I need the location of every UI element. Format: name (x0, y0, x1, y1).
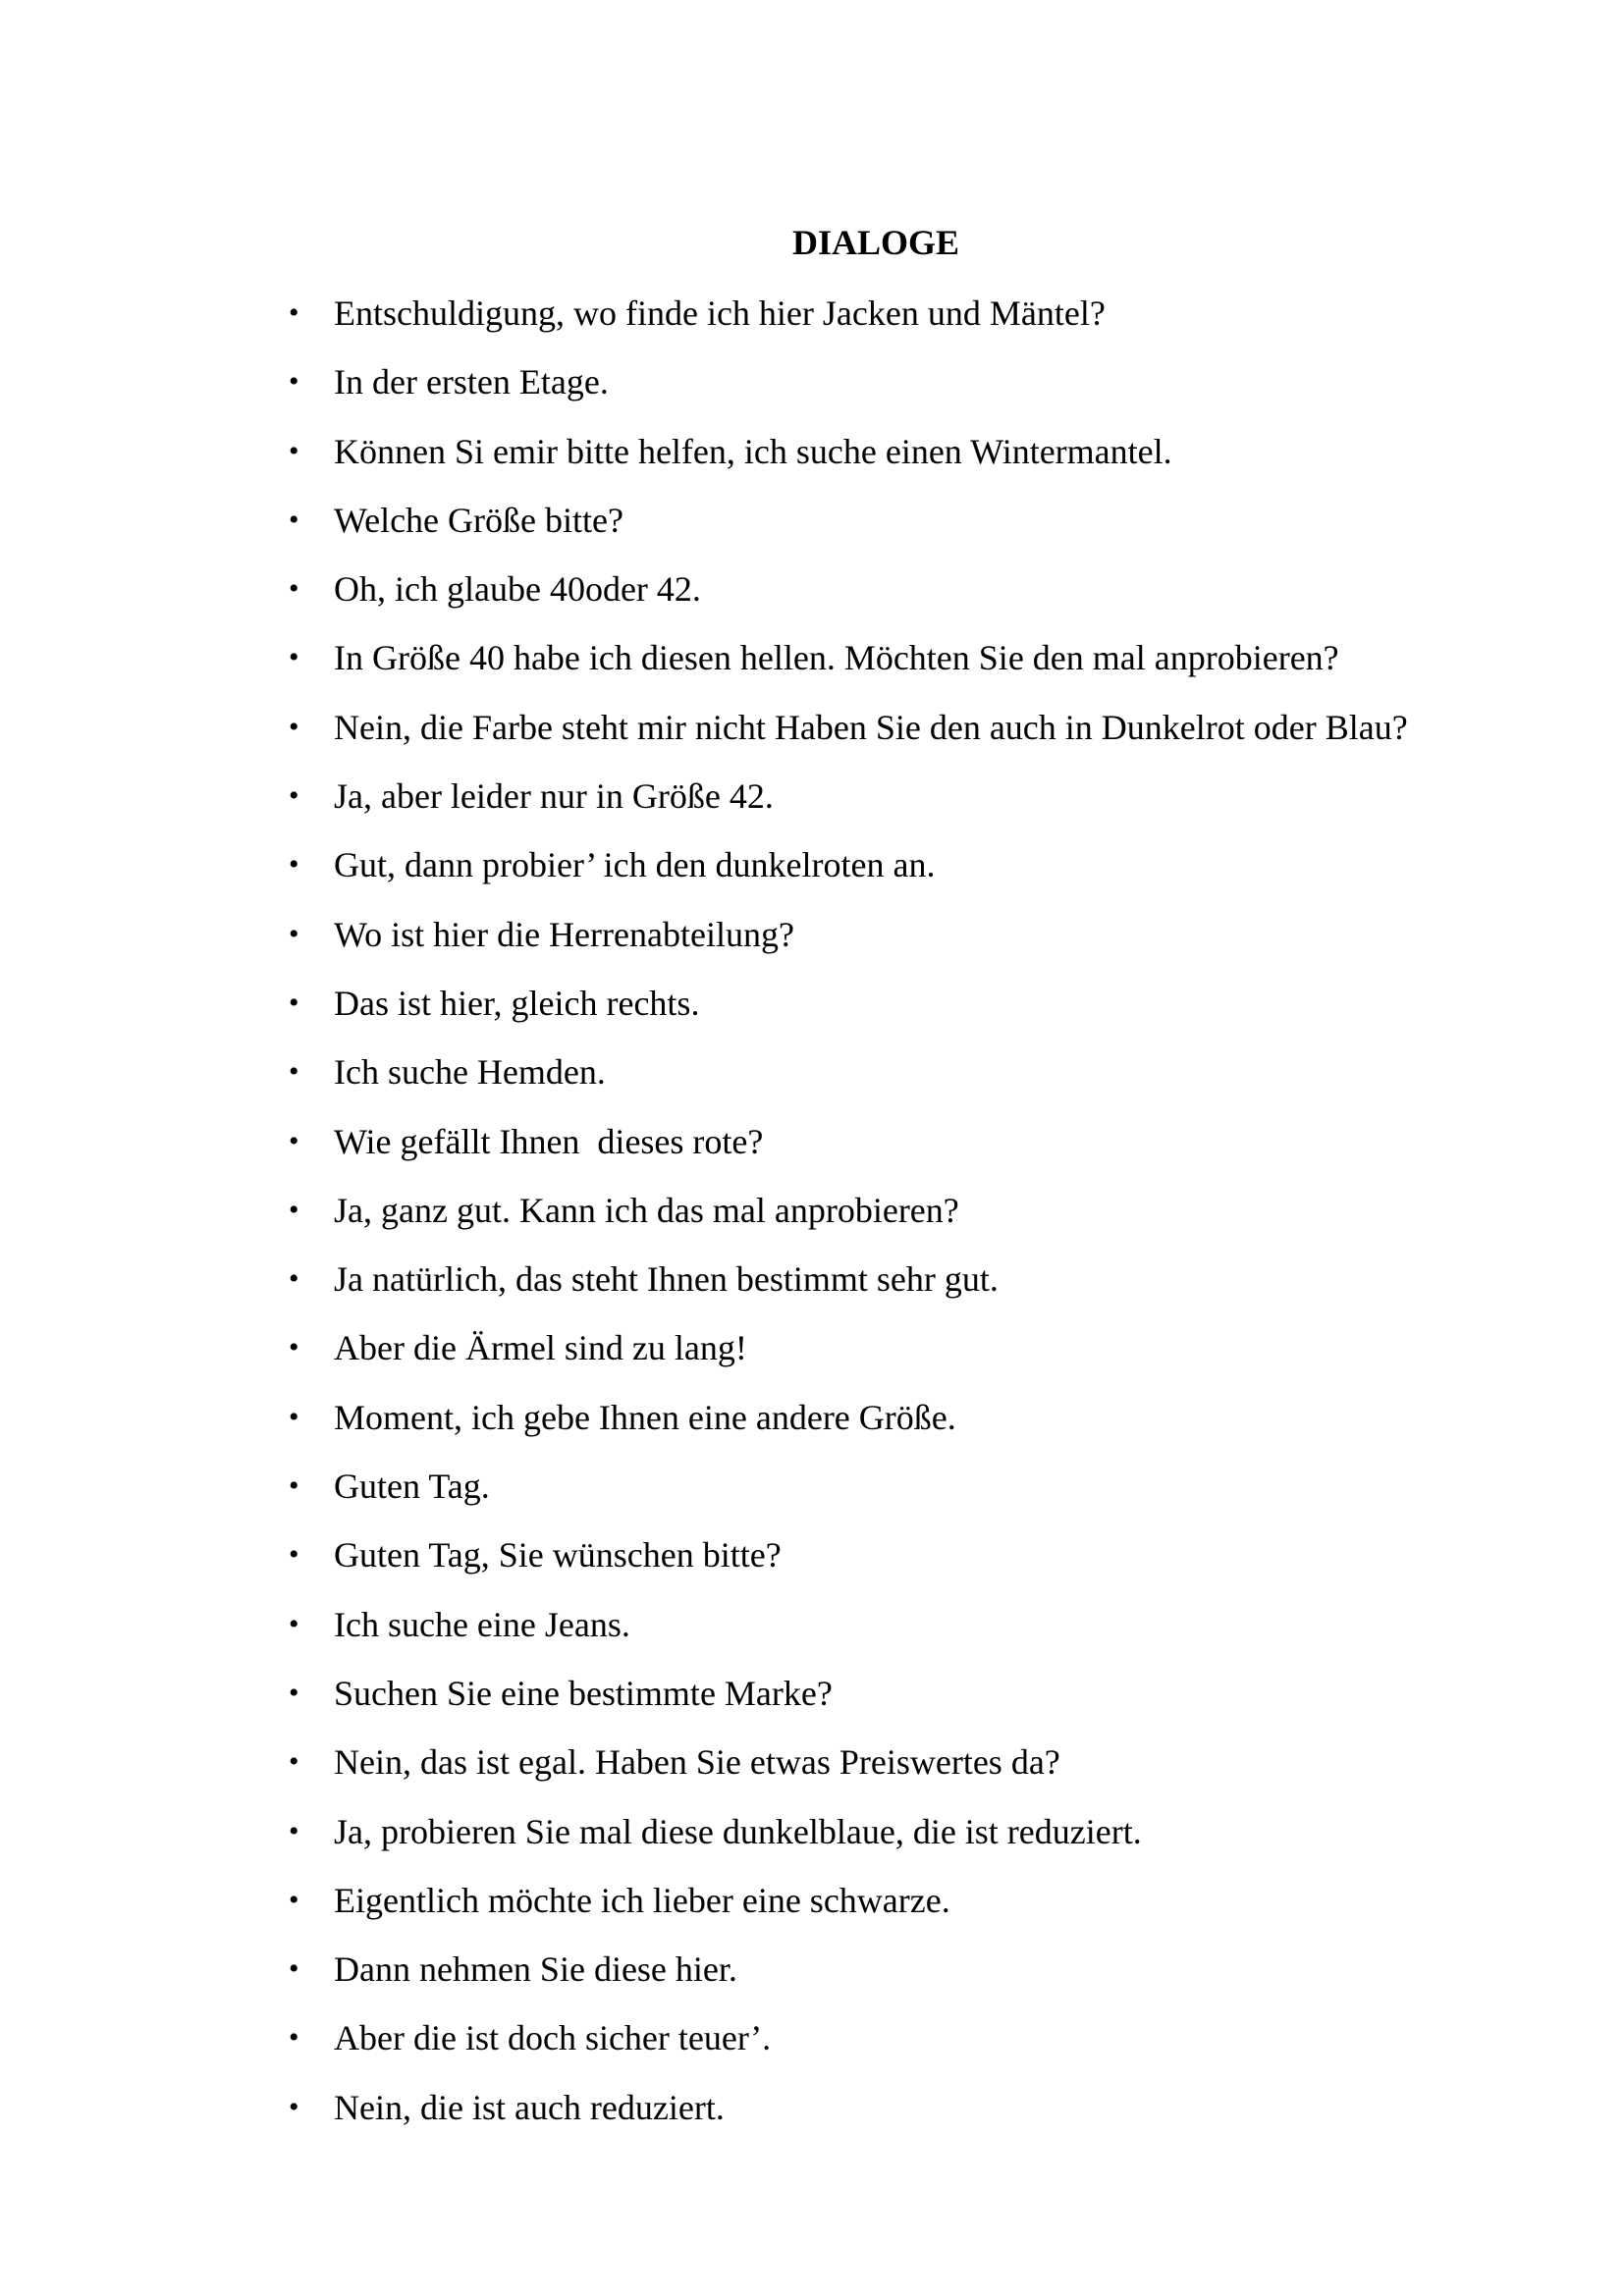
dialogue-line-text: Guten Tag. (334, 1467, 490, 1507)
page-title: DIALOGE (791, 223, 960, 262)
list-item (281, 1737, 1408, 1806)
dialogue-line-text: In Größe 40 habe ich diesen hellen. Möchten Sie den mal anprobieren? (334, 638, 1339, 678)
dialogue-line-text: Entschuldigung, wo finde ich hier Jacken und Mäntel? (334, 294, 1106, 333)
dialogue-line-text: Wo ist hier die Herrenabteilung? (334, 914, 794, 954)
list-item (281, 496, 1408, 564)
dialogue-line-text: Können Si emir bitte helfen, ich suche einen Wintermantel. (334, 431, 1172, 471)
bullet-icon: • (289, 1676, 299, 1709)
dialogue-line-text: Oh, ich glaube 40oder 42. (334, 569, 701, 610)
dialogue-line-text: Nein, das ist egal. Haben Sie etwas Preiswertes da? (334, 1742, 1060, 1783)
dialogue-line-text: Nein, die Farbe steht mir nicht Haben Sie den auch in Dunkelrot oder Blau? (334, 707, 1408, 747)
list-item (281, 2013, 1408, 2082)
dialogue-line-text: Ich suche Hemden. (334, 1052, 606, 1093)
bullet-icon: • (289, 1193, 299, 1226)
bullet-icon: • (289, 1262, 299, 1296)
bullet-icon: • (289, 710, 299, 743)
bullet-icon: • (289, 1883, 299, 1916)
list-item (281, 772, 1408, 840)
bullet-icon: • (289, 572, 299, 606)
bullet-icon: • (289, 1469, 299, 1503)
list-item (281, 2083, 1408, 2152)
list-item (281, 1323, 1408, 1392)
list-item (281, 633, 1408, 702)
list-item (281, 1945, 1408, 2013)
list-item (281, 1186, 1408, 1255)
list-item (281, 289, 1408, 357)
bullet-icon: • (289, 434, 299, 467)
list-item (281, 840, 1408, 909)
list-item (281, 564, 1408, 633)
bullet-icon: • (289, 1607, 299, 1640)
dialogue-line-text: Aber die Ärmel sind zu lang! (334, 1328, 747, 1368)
bullet-icon: • (289, 296, 299, 329)
bullet-icon: • (289, 641, 299, 674)
dialogue-line-text: Ja, probieren Sie mal diese dunkelblaue, die ist reduziert. (334, 1811, 1142, 1851)
bullet-icon: • (289, 1055, 299, 1089)
dialogue-list (281, 289, 1408, 2152)
dialogue-line-text: Eigentlich möchte ich lieber eine schwarze. (334, 1880, 950, 1920)
dialogue-line-text: Das ist hier, gleich rechts. (334, 983, 700, 1023)
list-item (281, 703, 1408, 772)
dialogue-line-text: Gut, dann probier’ ich den dunkelroten an. (334, 845, 936, 885)
list-item (281, 1462, 1408, 1530)
bullet-icon: • (289, 848, 299, 881)
dialogue-line-text: Ja natürlich, das steht Ihnen bestimmt sehr gut. (334, 1259, 999, 1300)
list-item (281, 1876, 1408, 1945)
list-item (281, 1530, 1408, 1599)
bullet-icon: • (289, 365, 299, 399)
bullet-icon: • (289, 2090, 299, 2123)
bullet-icon: • (289, 1814, 299, 1847)
bullet-icon: • (289, 1952, 299, 1986)
list-item (281, 1047, 1408, 1116)
list-item (281, 427, 1408, 496)
bullet-icon: • (289, 503, 299, 536)
dialogue-line-text: Welche Größe bitte? (334, 500, 623, 540)
bullet-icon: • (289, 1538, 299, 1572)
list-item (281, 979, 1408, 1047)
bullet-icon: • (289, 2021, 299, 2055)
list-item (281, 1255, 1408, 1323)
dialogue-line-text: Ich suche eine Jeans. (334, 1604, 630, 1644)
dialogue-line-text: Wie gefällt Ihnen dieses rote? (334, 1121, 764, 1161)
bullet-icon: • (289, 986, 299, 1019)
dialogue-line-text: Ja, aber leider nur in Größe 42. (334, 776, 774, 817)
list-item (281, 1600, 1408, 1669)
bullet-icon: • (289, 1331, 299, 1364)
list-item (281, 1393, 1408, 1462)
dialogue-line-text: Suchen Sie eine bestimmte Marke? (334, 1673, 833, 1713)
dialogue-line-text: Aber die ist doch sicher teuer’. (334, 2018, 772, 2058)
bullet-icon: • (289, 1400, 299, 1433)
dialogue-line-text: Guten Tag, Sie wünschen bitte? (334, 1535, 782, 1575)
dialogue-line-text: Ja, ganz gut. Kann ich das mal anprobieren? (334, 1190, 959, 1230)
bullet-icon: • (289, 779, 299, 813)
list-item (281, 1669, 1408, 1737)
bullet-icon: • (289, 1745, 299, 1779)
bullet-icon: • (289, 1124, 299, 1157)
bullet-icon: • (289, 917, 299, 950)
list-item (281, 1117, 1408, 1186)
dialogue-line-text: In der ersten Etage. (334, 362, 609, 402)
list-item (281, 910, 1408, 979)
list-item (281, 357, 1408, 426)
list-item (281, 1807, 1408, 1876)
dialogue-line-text: Nein, die ist auch reduziert. (334, 2087, 725, 2127)
dialogue-line-text: Moment, ich gebe Ihnen eine andere Größe. (334, 1397, 956, 1437)
dialogue-line-text: Dann nehmen Sie diese hier. (334, 1949, 737, 1990)
